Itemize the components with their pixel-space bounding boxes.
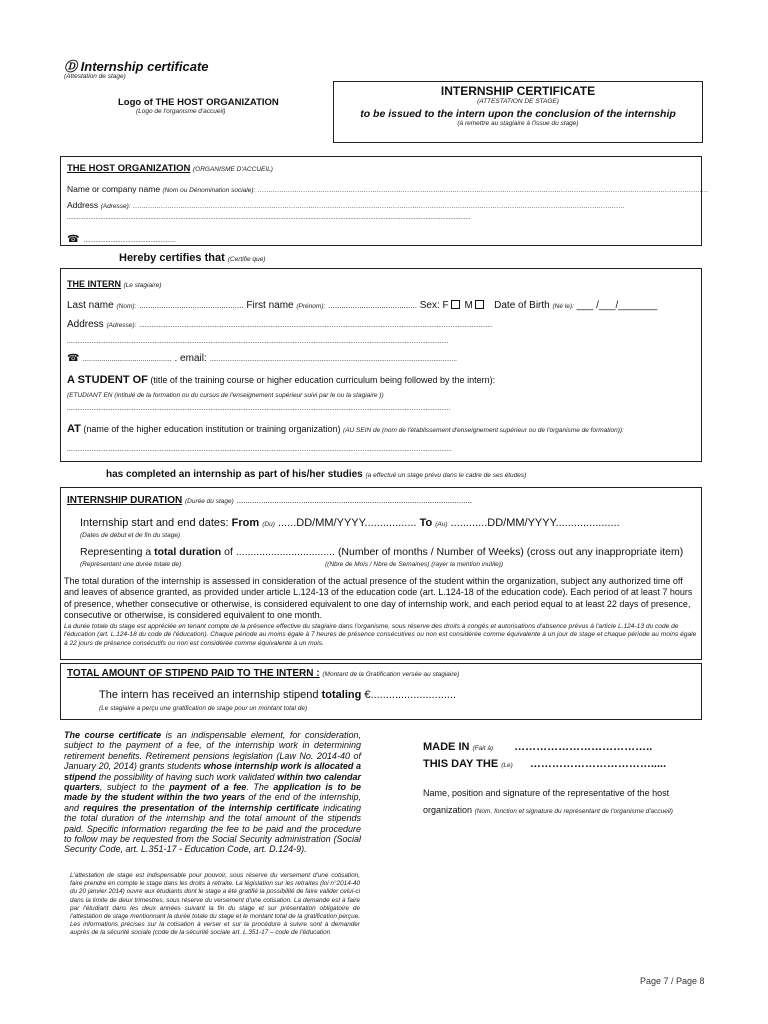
duration-heading-dots: .......................................................................................................... (236, 496, 473, 505)
course-note (64, 730, 361, 855)
completed-fr: (a effectué un stage prévu dans le cadre de ses études) (365, 472, 527, 479)
telephone-icon: ☎ (67, 234, 80, 245)
host-heading (67, 163, 273, 174)
intern-heading (67, 279, 161, 289)
total-duration-bold: total duration (154, 546, 222, 558)
total-duration-fr-right: ((Nbre de Mois / Nbre de Semaines) (rayer la mention inutile)) (325, 561, 504, 568)
intern-address-row[interactable] (67, 319, 493, 330)
host-address-label: Address (67, 200, 99, 210)
email-label: . email: (174, 353, 207, 364)
document-icon: Ⓓ (64, 59, 78, 74)
certifies-fr: (Certifie que) (227, 256, 266, 263)
certificate-subtitle-fr: (à remettre au stagiaire à l'issue du stage) (457, 120, 579, 127)
sex-m-label: M (464, 300, 473, 311)
institution-field[interactable]: ............................................................................................................................................................................................................................ (67, 446, 452, 453)
host-name-label: Name or company name (67, 184, 161, 194)
intern-address-dots: .......................................................................................................................................................................................................... (139, 322, 493, 329)
to-label-fr: (Au) (435, 521, 448, 528)
course-note-part: the possibility of having such work validated (96, 771, 278, 782)
sex-f-checkbox[interactable] (451, 300, 460, 309)
course-note-fr: L'attestation de stage est indispensable pour pouvoir, sous réserve du versement d'une cotisation, faire prendre en compte le stage dans les droits à retraite. La législation sur les retraites (loi n°2014-40 du 20 janvier 2014) ouvre aux étudiants dont le stage a été gratifié la possibilité de faire valider celui-ci dans la limite de deux trimestres, sous réserve du versement d'une cotisation. La demande est à faire par l'étudiant dans les deux années suivant la fin du stage et sur présentation obligatoire de l'attestation de stage mentionnant la durée totale du stage et le montant total de la gratification perçue. Les informations précises sur la cotisation à verser et sur la procédure à suivre sont à demander auprès de la sécurité sociale (code de la sécurité sociale art. L.351-17 – code de l'éducation (70, 872, 360, 937)
course-note-part: payment of a fee (169, 782, 247, 793)
host-phone-dots: ....................................................... (83, 238, 176, 244)
course-note-part: . The (246, 782, 274, 793)
sign-label: Name, position and signature of the representative of the host (423, 788, 670, 798)
total-duration-field[interactable]: of .................................. (224, 546, 336, 558)
course-note-part: is an indispensable element, for consideration, subject to the payment of a fee, of the internship work in determining retirement benefits. Retirement pensions legislation (Law No. 2014-40 of January 20, 2014) grants students (64, 730, 361, 772)
host-address-field[interactable] (67, 200, 625, 210)
first-name-label: First name (246, 300, 294, 311)
dob-label: Date of Birth (494, 300, 550, 311)
intern-address-label: Address (67, 319, 104, 330)
doc-title-fr: (Attestation de stage) (64, 73, 126, 80)
stipend-row (99, 689, 456, 701)
stipend-lead: The intern has received an internship stipend (99, 689, 319, 701)
dob-field[interactable]: ___ /___/_______ (576, 300, 658, 311)
page-number: Page 7 / Page 8 (640, 976, 705, 986)
email-field[interactable]: ......................................................................................................................................... (209, 356, 457, 363)
duration-heading (67, 495, 472, 506)
institution-label: AT (67, 423, 81, 435)
completed-line (106, 469, 526, 480)
intern-contact-row (67, 353, 457, 364)
total-duration-row (80, 546, 683, 558)
intern-address-line2[interactable]: .......................................................................................................................................................................................................................... (67, 338, 449, 345)
course-note-part: requires the presentation of the internship certificate (83, 802, 319, 813)
certifies-line (119, 252, 265, 264)
certificate-title: INTERNSHIP CERTIFICATE (440, 84, 596, 98)
header-box (333, 81, 703, 143)
duration-paragraph: The total duration of the internship is assessed in consideration of the actual presence of the student within the organization, subject any authorized time off and leaves of absence granted, as provided under article L.124-13 of the education code (art. L.124-18 of the education code). Each period of at least 7 hours of presence, whether consecutive or otherwise, is considered equivalent to one day of internship work, and each period equal to at least 22 days of presence, consecutive or otherwise, is considered equivalent to one month. (64, 576, 693, 620)
total-duration-units: (Number of months / Number of Weeks) (cross out any inappropriate item) (337, 546, 684, 558)
made-in-field[interactable]: ……………………………….. (514, 741, 653, 753)
course-note-part: indicating the total duration of the internship and the total amount of the stipends paid. Specific information regarding the fee to be paid and the procedure to follow may be requested from the Social Security administration (Social Security Code, art. L.351-17 - Education Code, art. D.124-9). (64, 802, 361, 855)
student-of-label: A STUDENT OF (67, 374, 148, 386)
intern-heading-text: THE INTERN (67, 279, 121, 289)
student-of-text: (title of the training course or higher education curriculum being followed by the intern): (150, 375, 496, 385)
end-date-field[interactable]: ............DD/MM/YYYY..................... (450, 517, 620, 529)
course-note-part: application is to be made by the student within the two years (64, 782, 361, 803)
stipend-bold: totaling (321, 689, 362, 701)
duration-heading-text: INTERNSHIP DURATION (67, 495, 183, 506)
this-day-label: THIS DAY THE (423, 758, 499, 770)
stipend-heading (67, 668, 459, 679)
student-of-fr: (ETUDIANT EN (intitulé de la formation ou du cursus de l'enseignement supérieur suivi par le ou la stagiaire )) (67, 392, 384, 399)
stipend-amount-field[interactable]: €............................ (364, 689, 457, 701)
logo-label: Logo of THE HOST ORGANIZATION (118, 97, 279, 108)
certificate-subtitle: to be issued to the intern upon the conclusion of the internship (360, 108, 676, 120)
certificate-title-fr: (ATTESTATION DE STAGE) (477, 98, 559, 105)
intern-name-row (67, 300, 657, 311)
course-note-part: whose internship work is allocated a stipend (64, 761, 362, 782)
host-address-label-fr: (Adresse): (100, 203, 131, 210)
course-note-part: within two calendar quarters (64, 771, 361, 793)
sex-label: Sex: F (419, 300, 449, 311)
host-name-field[interactable] (67, 184, 708, 194)
sign-label-row2 (423, 805, 673, 815)
host-phone-field[interactable] (67, 229, 176, 247)
logo-label-fr: (Logo de l'organisme d'accueil) (136, 108, 226, 115)
student-of-field[interactable]: ........................................................................................................................................................................................................................... (67, 405, 451, 412)
made-in-row (423, 741, 652, 753)
this-day-fr: (Le) (501, 762, 513, 769)
host-name-dots: ................................................................................................................................................................................................................ (257, 188, 709, 194)
last-name-label: Last name (67, 300, 114, 311)
host-name-label-fr: (Nom ou Dénomination sociale): (162, 187, 256, 194)
dates-label: Internship start and end dates: (80, 517, 229, 529)
sex-m-checkbox[interactable] (475, 300, 484, 309)
from-label: From (231, 517, 260, 529)
duration-paragraph-fr: La durée totale du stage est appréciée en tenant compte de la présence effective du stagiaire dans l'organisme, sous réserve des droits à congés et autorisations d'absence prévus à l'article L.124-13 du code de l'éducation (art. L.124-18 du code de l'éducation). Chaque période au moins égale à 7 heures de présence consécutives ou non est considérée comme équivalente à un jour de stage et chaque période au moins égale à 22 jours de présence consécutifs ou non est considérée comme équivalente à un mois. (64, 623, 697, 647)
last-name-field[interactable]: ............................................... (139, 301, 244, 310)
total-duration-fr-left: (Représentant une durée totale de) (80, 561, 182, 568)
made-in-fr: (Fait à) (472, 745, 494, 752)
course-note-part: of the end of the internship, and (64, 792, 362, 813)
signature-area[interactable] (423, 825, 698, 935)
start-date-field[interactable]: ......DD/MM/YYYY................. (277, 517, 417, 529)
course-note-part: The course certificate (64, 730, 162, 740)
host-heading-text: THE HOST ORGANIZATION (67, 163, 191, 174)
dates-fr: (Dates de début et de fin du stage) (80, 532, 181, 539)
sign-label-2: organization (423, 805, 473, 815)
institution-row (67, 423, 624, 435)
dob-label-fr: (Né le): (552, 303, 574, 310)
telephone-icon: ☎ (67, 353, 80, 364)
last-name-label-fr: (Nom): (116, 303, 137, 310)
host-address-line2[interactable]: .................................................................................................................................................................................................................................................. (67, 215, 471, 221)
course-note-part: , subject to the (100, 782, 170, 793)
doc-title-text: Internship certificate (80, 59, 209, 74)
this-day-field[interactable]: ……………………………..... (529, 758, 667, 770)
student-of-row (67, 374, 495, 386)
dates-row (80, 517, 620, 529)
institution-fr: (AU SEIN de (nom de l'établissement d'enseignement supérieur ou de l'organisme de formation)): (343, 427, 624, 434)
this-day-row (423, 758, 666, 770)
host-address-dots: ................................................................................................................................................................................................................................... (132, 204, 625, 210)
first-name-field[interactable]: ........................................ (328, 301, 417, 310)
host-heading-fr: (ORGANISME D'ACCUEIL) (192, 166, 273, 173)
from-label-fr: (Du) (262, 521, 275, 528)
intern-address-label-fr: (Adresse): (106, 322, 137, 329)
sign-fr: (Nom, fonction et signature du représentant de l'organisme d'accueil) (474, 808, 673, 815)
stipend-heading-text: TOTAL AMOUNT OF STIPEND PAID TO THE INTERN : (67, 668, 320, 679)
stipend-heading-fr: (Montant de la Gratification versée au stagiaire) (322, 671, 460, 678)
made-in-label: MADE IN (423, 741, 470, 753)
institution-text: (name of the higher education institution or training organization) (83, 424, 341, 434)
certifies-text: Hereby certifies that (119, 252, 225, 264)
intern-phone-field[interactable]: .............................................. (82, 356, 172, 363)
completed-text: has completed an internship as part of his/her studies (106, 469, 363, 480)
stipend-fr: (Le stagiaire a perçu une gratification de stage pour un montant total de) (99, 705, 308, 712)
total-duration-label: Representing a (80, 546, 152, 558)
first-name-label-fr: (Prénom): (296, 303, 326, 310)
to-label: To (419, 517, 433, 529)
intern-heading-fr: (Le stagiaire) (123, 282, 162, 289)
duration-heading-fr: (Durée du stage) (184, 498, 234, 505)
